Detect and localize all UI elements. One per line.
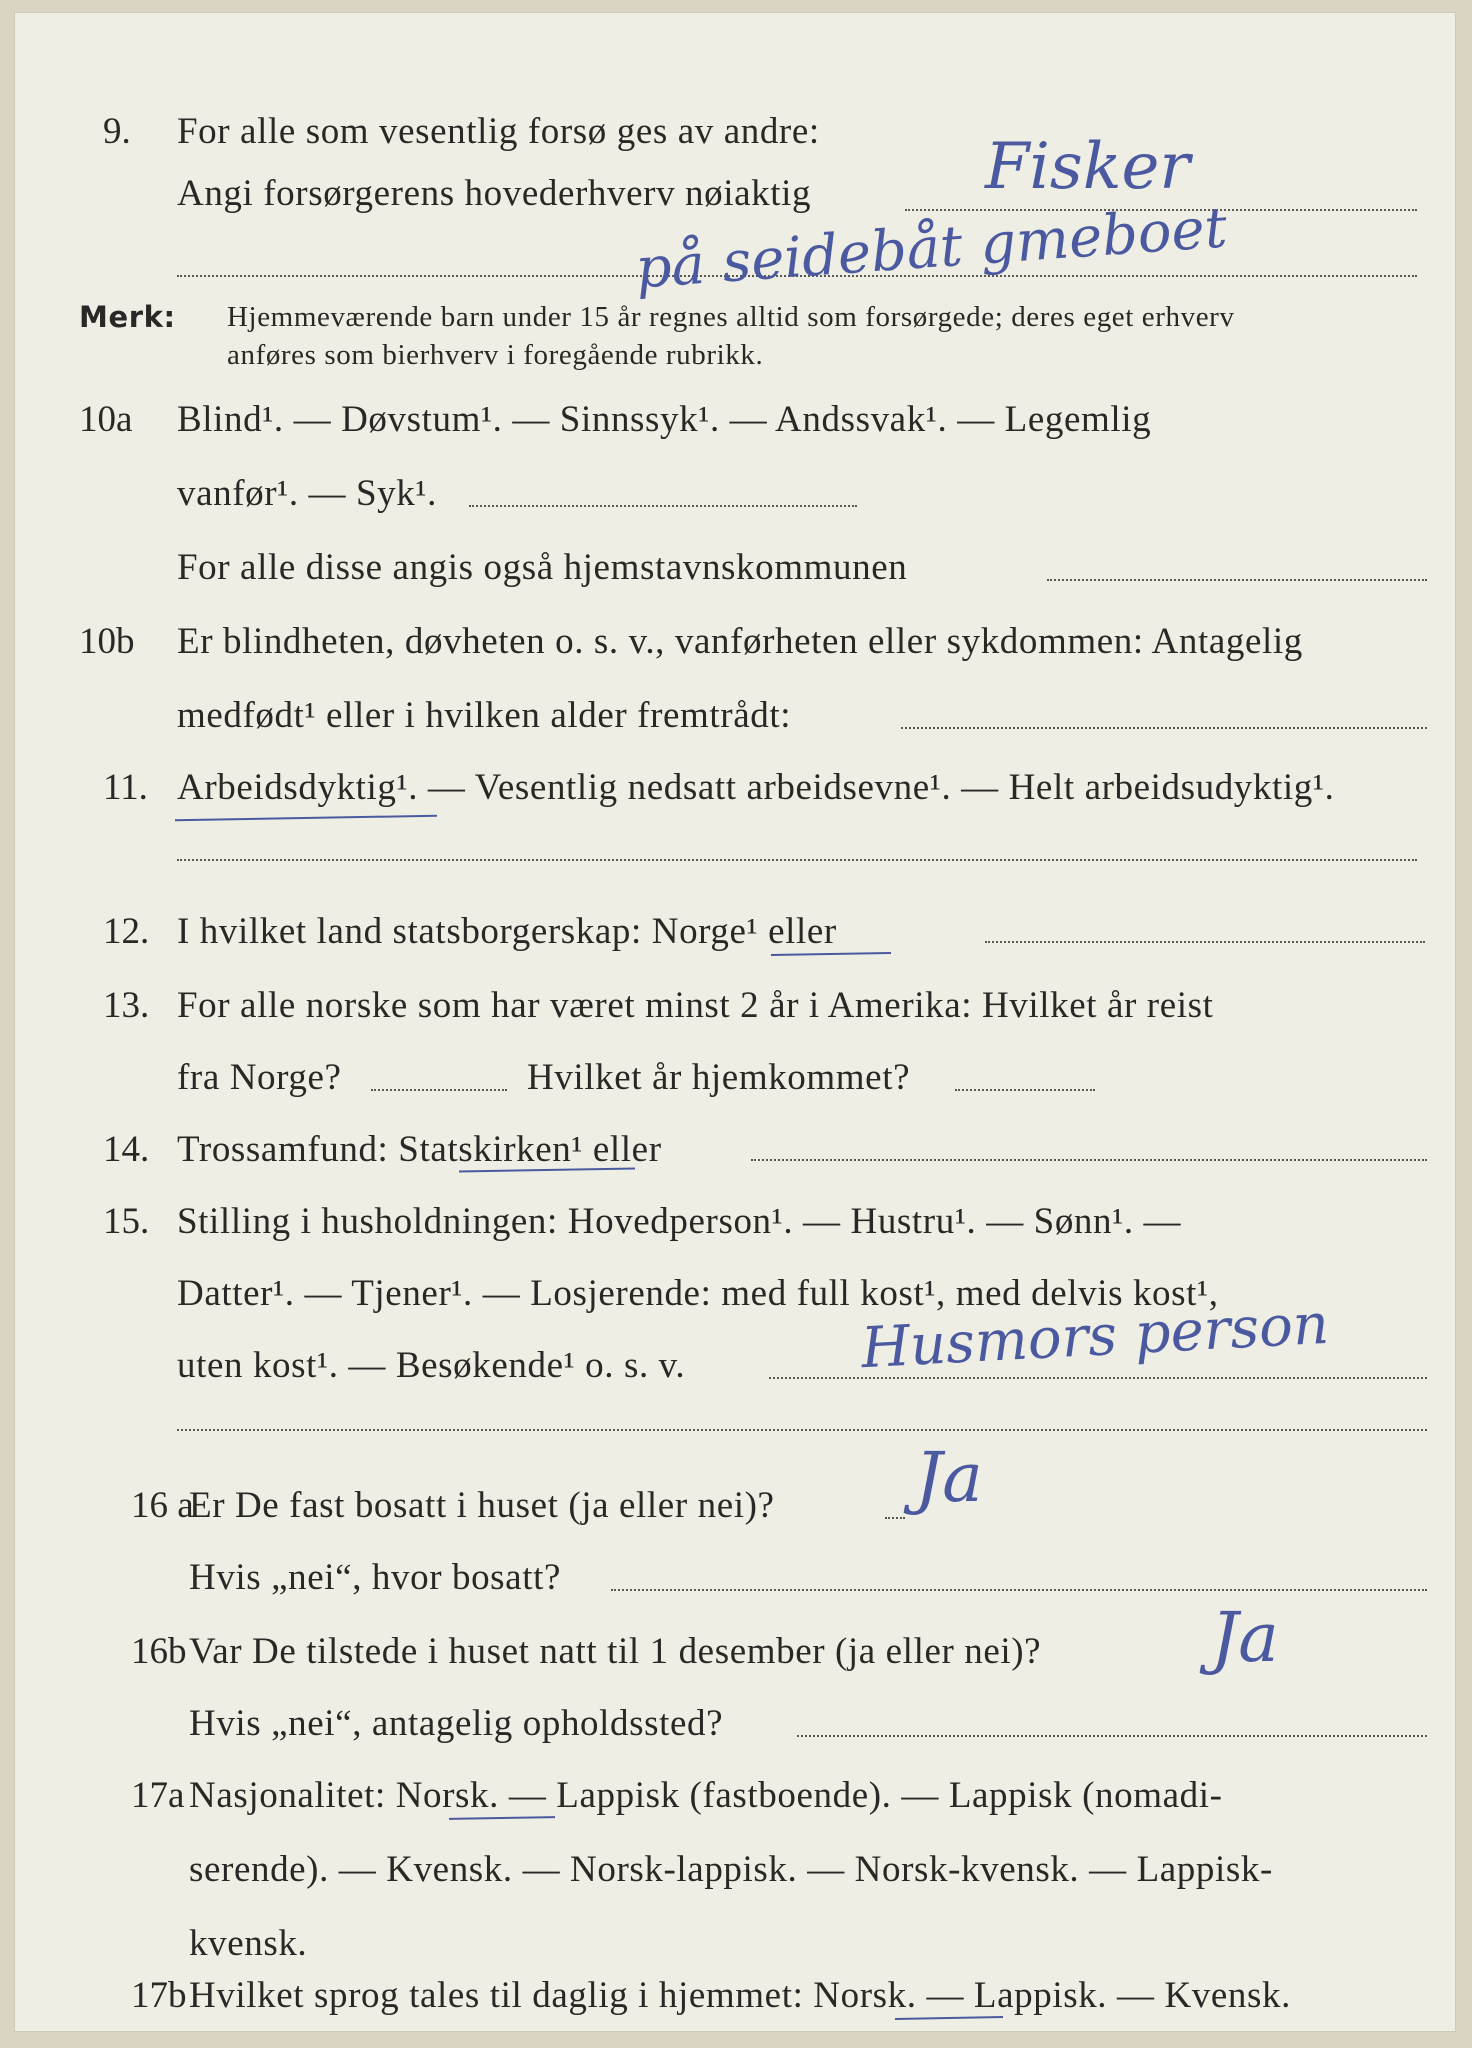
q12-number: 12.: [103, 911, 150, 952]
q10b-line1: Er blindheten, døvheten o. s. v., vanførheten eller sykdommen: Antagelig: [177, 621, 1303, 662]
q15-line3: uten kost¹. — Besøkende¹ o. s. v.: [177, 1345, 686, 1386]
q13-year-left-line: [371, 1089, 507, 1091]
q11-line1: Arbeidsdyktig¹. — Vesentlig nedsatt arbeidsevne¹. — Helt arbeidsudyktig¹.: [177, 767, 1335, 808]
q17a-number: 17a: [131, 1775, 185, 1816]
q16a-handwritten-answer: Ja: [915, 1439, 983, 1518]
q13-line1: For alle norske som har været minst 2 år i Amerika: Hvilket år reist: [177, 985, 1214, 1026]
q9-handwritten-answer-2: på seidebåt gmeboet: [633, 195, 1230, 302]
q17b-answer-underline: [895, 2016, 1003, 2020]
q10a-line3: For alle disse angis også hjemstavnskommunen: [177, 547, 908, 588]
q16b-handwritten-answer: Ja: [1211, 1599, 1279, 1678]
q11-answer-line: [177, 859, 1417, 861]
q16b-line1: Var De tilstede i huset natt til 1 desember (ja eller nei)?: [189, 1631, 1042, 1672]
q10a-line1: Blind¹. — Døvstum¹. — Sinnssyk¹. — Andssvak¹. — Legemlig: [177, 399, 1152, 440]
merk-line1: Hjemmeværende barn under 15 år regnes alltid som forsørgede; deres eget erhverv: [227, 301, 1235, 333]
q14-line1: Trossamfund: Statskirken¹ eller: [177, 1129, 662, 1170]
q17a-line1: Nasjonalitet: Norsk. — Lappisk (fastboende). — Lappisk (nomadi-: [189, 1775, 1223, 1816]
merk-line2: anføres som bierhverv i foregående rubrikk.: [227, 339, 764, 371]
q17a-line2: serende). — Kvensk. — Norsk-lappisk. — Norsk-kvensk. — Lappisk-: [189, 1849, 1273, 1890]
q9-line1: For alle som vesentlig forsø ges av andre:: [177, 111, 820, 152]
q16a-number: 16 a: [131, 1485, 194, 1526]
q17b-line1: Hvilket sprog tales til daglig i hjemmet: Norsk. — Lappisk. — Kvensk.: [189, 1975, 1291, 2016]
q12-answer-line: [985, 941, 1425, 943]
q11-answer-underline: [175, 815, 437, 822]
q14-answer-line: [751, 1159, 1427, 1161]
q15-line1: Stilling i husholdningen: Hovedperson¹. — Hustru¹. — Sønn¹. —: [177, 1201, 1182, 1242]
q14-number: 14.: [103, 1129, 150, 1170]
q13-line2b: Hvilket år hjemkommet?: [527, 1057, 911, 1098]
q15-number: 15.: [103, 1201, 150, 1242]
q10b-number: 10b: [79, 621, 135, 662]
merk-label: Merk:: [79, 300, 176, 334]
q10a-line2: vanfør¹. — Syk¹.: [177, 473, 437, 514]
q13-number: 13.: [103, 985, 150, 1026]
q10a-answer-line-1: [469, 505, 857, 507]
q15-handwritten-answer: Husmors person: [859, 1291, 1331, 1382]
q9-line2: Angi forsørgerens hovederhverv nøiaktig: [177, 173, 812, 214]
q17b-number: 17b: [131, 1975, 187, 2016]
q16a-answer-line: [885, 1517, 905, 1519]
q9-number: 9.: [103, 111, 131, 152]
q16b-location-line: [797, 1735, 1427, 1737]
q16a-residence-line: [611, 1589, 1427, 1591]
q16a-line2: Hvis „nei“, hvor bosatt?: [189, 1557, 561, 1598]
q10a-number: 10a: [79, 399, 133, 440]
q16b-number: 16b: [131, 1631, 187, 1672]
q16a-line1: Er De fast bosatt i huset (ja eller nei)?: [189, 1485, 775, 1526]
q11-number: 11.: [103, 767, 148, 808]
q10b-answer-line: [901, 727, 1427, 729]
q13-line2a: fra Norge?: [177, 1057, 342, 1098]
q9-handwritten-answer-1: Fisker: [985, 130, 1190, 204]
q10a-answer-line-2: [1047, 579, 1427, 581]
q15-line2: Datter¹. — Tjener¹. — Losjerende: med full kost¹, med delvis kost¹,: [177, 1273, 1219, 1314]
q13-year-returned-line: [955, 1089, 1095, 1091]
q12-answer-underline: [771, 952, 891, 956]
census-form-page: [14, 12, 1456, 2032]
q17a-line3: kvensk.: [189, 1923, 308, 1964]
q17a-answer-underline: [449, 1816, 555, 1820]
q16b-line2: Hvis „nei“, antagelig opholdssted?: [189, 1703, 724, 1744]
q10b-line2: medfødt¹ eller i hvilken alder fremtrådt:: [177, 695, 792, 736]
q12-line1: I hvilket land statsborgerskap: Norge¹ eller: [177, 911, 837, 952]
q15-answer-line-2: [177, 1429, 1427, 1431]
